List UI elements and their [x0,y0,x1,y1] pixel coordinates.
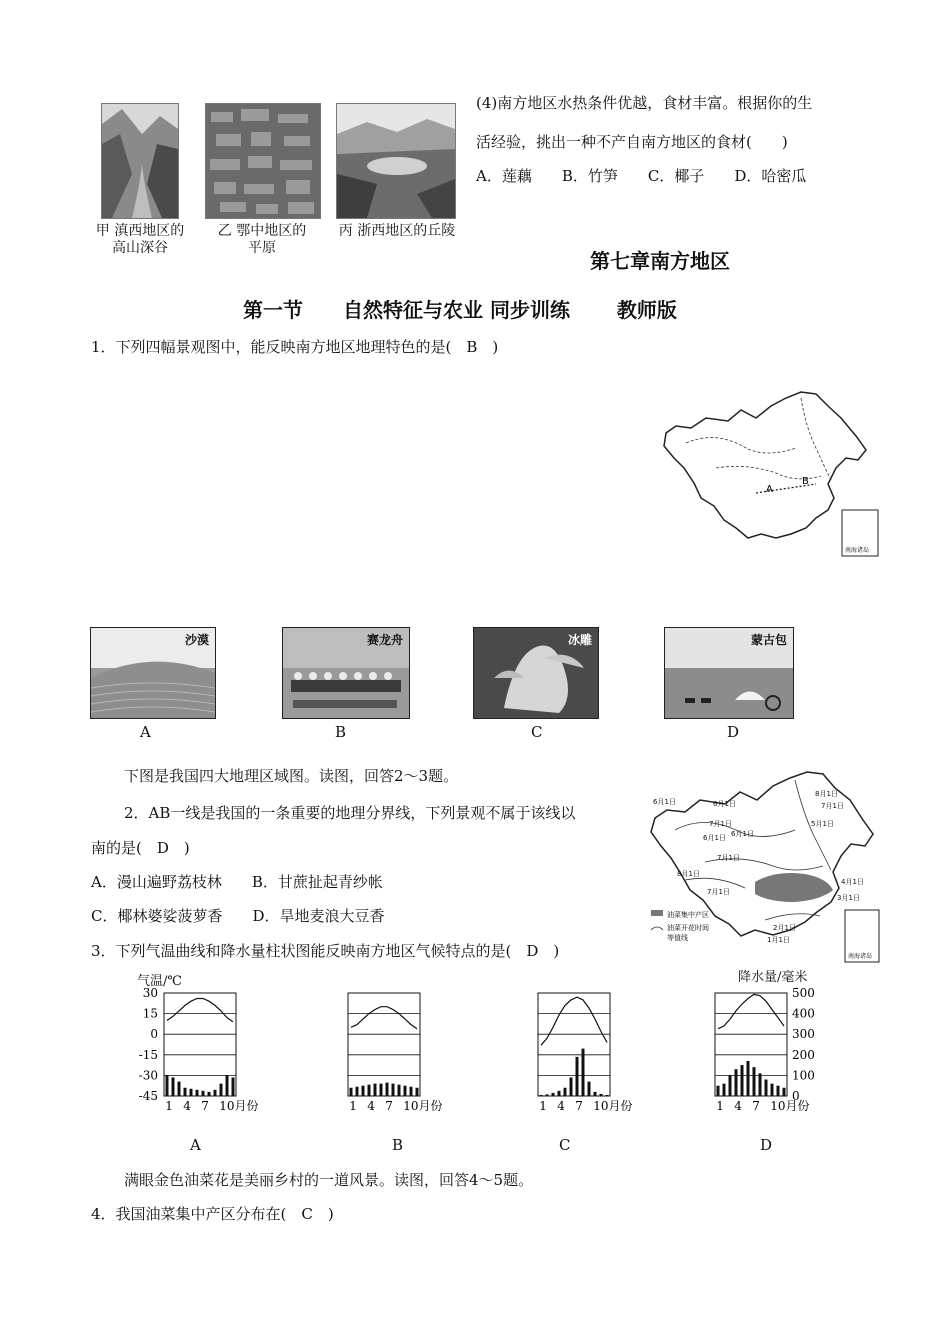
q1-option-d: D [727,723,740,741]
chart-C-precip-bar [588,1082,591,1096]
chart-D-x-tick: 1 [716,1099,724,1113]
map2-legend-line2: 等值线 [667,934,688,942]
chart-B-x-tick: 4 [367,1099,375,1113]
chart-B-precip-bar [404,1086,407,1096]
chart-A-temp-line [167,999,233,1022]
chart-A-precip-bar [166,1075,169,1096]
chart-C-x-tick: 1 [539,1099,547,1113]
q1-option-c: C [531,723,543,741]
chart-C-precip-bar [558,1091,561,1096]
chart-C-precip-bar [582,1049,585,1096]
chart-C-precip-bar [600,1094,603,1096]
map2-date-2: 6月1日 [713,800,736,808]
chart-D-precip-bar [777,1086,780,1096]
chart-B-precip-bar [416,1088,419,1096]
map2-legend-swatch [651,910,663,916]
chart-C-temp-line [541,997,607,1045]
chart-B-x-tick: 7 [385,1099,393,1113]
chart-C-precip-bar [594,1092,597,1096]
q3-option-c: C [559,1136,571,1154]
chart-A-x-tick: 7 [201,1099,209,1113]
chart-A-precip-bar [202,1091,205,1096]
climate-left-tick: -45 [138,1089,158,1103]
chart-A-x-tick: 4 [183,1099,191,1113]
scene-yurt [664,627,794,719]
climate-right-tick: 500 [792,986,815,1000]
q3-stem: 3．下列气温曲线和降水量柱状图能反映南方地区气候特点的是( D ) [91,942,560,960]
map2-inset-label: 南海诸岛 [848,953,873,960]
map2-date-9: 8月1日 [815,790,838,798]
climate-left-axis-title: 气温/℃ [137,974,182,989]
chart-D-precip-bar [717,1086,720,1096]
chart-C-precip-bar [570,1077,573,1096]
chart-A-precip-bar [232,1077,235,1096]
q1-stem: 1．下列四幅景观图中，能反映南方地区地理特色的是( B ) [91,338,499,356]
q4-stem: 4．我国油菜集中产区分布在( C ) [91,1205,334,1223]
map2-legend-line [651,927,663,930]
map2-date-1: 6月1日 [653,798,676,806]
chart-C-x-tick: 4 [557,1099,565,1113]
chart-B-x-tick: 10月份 [403,1099,443,1113]
map2-date-8: 7月1日 [717,854,740,862]
chart-C-precip-bar [540,1095,543,1096]
chart-C-precip-bar [564,1088,567,1096]
chart-B-precip-bar [356,1087,359,1096]
q1-option-b: B [335,723,347,741]
climate-left-tick: 30 [142,986,158,1000]
photo-jia-gorge [101,103,179,219]
q1-option-a: A [140,723,151,741]
chart-A-precip-bar [220,1084,223,1096]
scene-desert [90,627,216,719]
chart-B-precip-bar [386,1083,389,1096]
map2-date-6: 6月1日 [703,834,726,842]
chart-C-x-tick: 10月份 [593,1099,633,1113]
climate-left-tick: 15 [142,1006,158,1021]
rapeseed-map [645,770,883,966]
chart-D-precip-bar [753,1067,756,1096]
climate-left-tick: -30 [138,1068,158,1083]
chart-C-precip-bar [606,1095,609,1096]
map2-date-7: 6月1日 [731,830,754,838]
photo-yi-caption: 乙 鄂中地区的 平原 [217,223,307,256]
chart-B-precip-bar [380,1084,383,1096]
chart-D-precip-bar [735,1069,738,1096]
map2-date-11: 5月1日 [811,820,834,828]
chart-D-precip-bar [783,1088,786,1096]
q2-options-cd: C．椰林婆娑菠萝香 D．旱地麦浪大豆香 [91,907,385,925]
climate-left-tick: -15 [138,1047,158,1062]
q2-line1: 2．AB一线是我国的一条重要的地理分界线，下列景观不属于该线以 [124,804,576,822]
map2-legend-area: 油菜集中产区 [667,911,709,919]
chart-A-precip-bar [190,1089,193,1096]
chart-B-x-tick: 1 [349,1099,357,1113]
photo-yi-plain [205,103,321,219]
rapeseed-area [755,873,833,902]
q2-line2: 南的是( D ) [91,839,190,857]
map1-label-a: A [766,484,773,495]
chart-B-precip-bar [410,1087,413,1096]
chart-A-x-tick: 1 [165,1099,173,1113]
chart-A-precip-bar [214,1090,217,1096]
climate-left-tick: 0 [150,1027,158,1042]
chart-D-x-tick: 7 [752,1099,760,1113]
chapter-title: 第七章南方地区 [590,249,730,273]
climate-right-tick: 0 [792,1089,800,1103]
climate-charts [120,985,820,1120]
map2-date-14: 2月1日 [773,924,796,932]
chart-C-precip-bar [576,1057,579,1096]
chart-B-precip-bar [362,1086,365,1096]
q3-option-b: B [392,1136,404,1154]
intro-q4-q5: 满眼金色油菜花是美丽乡村的一道风景。读图，回答4～5题。 [124,1171,534,1189]
chart-D-precip-bar [765,1080,768,1096]
map1-label-b: B [802,476,809,487]
map2-date-4: 8月1日 [677,870,700,878]
q-prev4-line1: (4)南方地区水热条件优越，食材丰富。根据你的生 [476,94,813,112]
scene-dragon-boat [282,627,410,719]
chart-B-precip-bar [398,1085,401,1096]
map2-date-10: 7月1日 [821,802,844,810]
chart-D-precip-bar [759,1073,762,1096]
chart-D-precip-bar [771,1084,774,1096]
chart-D-temp-line [718,994,784,1028]
climate-right-tick: 400 [792,1006,815,1021]
photo-bing-hills [336,103,456,219]
china-map-ab [656,388,882,560]
scene-yurt-label: 蒙古包 [750,633,787,647]
q3-option-d: D [760,1136,773,1154]
section-title: 第一节 自然特征与农业 同步训练 教师版 [243,298,677,322]
chart-D-precip-bar [723,1084,726,1096]
climate-right-tick: 200 [792,1047,815,1062]
chart-C-precip-bar [546,1094,549,1096]
q2-options-ab: A．漫山遍野荔枝林 B．甘蔗扯起青纱帐 [91,873,383,891]
chart-D-x-tick: 10月份 [770,1099,810,1113]
chart-C-precip-bar [552,1093,555,1096]
chart-D-precip-bar [747,1061,750,1096]
map2-date-3: 7月1日 [709,820,732,828]
chart-B-temp-line [351,1007,417,1029]
chart-A-precip-bar [196,1090,199,1096]
chart-A-precip-bar [184,1088,187,1096]
map1-inset-label: 南海诸岛 [845,547,870,554]
chart-D-precip-bar [741,1065,744,1096]
map2-date-13: 3月1日 [837,894,860,902]
map2-date-5: 7月1日 [707,888,730,896]
chart-B-precip-bar [374,1084,377,1096]
chart-C-frame [538,993,610,1096]
chart-A-precip-bar [208,1092,211,1096]
map2-date-12: 4月1日 [841,878,864,886]
scene-desert-label: 沙漠 [184,633,209,647]
chart-B-precip-bar [368,1085,371,1096]
chart-B-precip-bar [350,1088,353,1096]
chart-A-precip-bar [172,1077,175,1096]
chart-A-precip-bar [226,1075,229,1096]
chart-B-frame [348,993,420,1096]
chart-A-x-tick: 10月份 [219,1099,259,1113]
chart-A-frame [164,993,236,1096]
climate-right-axis-title: 降水量/毫米 [738,970,808,985]
q-prev4-line2: 活经验，挑出一种不产自南方地区的食材( ) [476,133,788,151]
chart-D-frame [715,993,787,1096]
chart-A-precip-bar [178,1082,181,1096]
intro-q2-q3: 下图是我国四大地理区域图。读图，回答2～3题。 [124,767,459,785]
chart-C-x-tick: 7 [575,1099,583,1113]
scene-ice-sculpture-label: 冰雕 [567,633,592,647]
chart-D-x-tick: 4 [734,1099,742,1113]
climate-right-tick: 300 [792,1027,815,1042]
photo-bing-caption: 丙 浙西地区的丘陵 [338,223,456,239]
chart-D-precip-bar [729,1075,732,1096]
map2-legend-line1: 油菜开花时间 [667,924,709,932]
q3-option-a: A [190,1136,201,1154]
photo-jia-caption: 甲 滇西地区的 高山深谷 [95,223,185,256]
climate-right-tick: 100 [792,1068,815,1083]
q-prev4-options: A．莲藕 B．竹笋 C．椰子 D．哈密瓜 [476,167,807,185]
map2-date-15: 1月1日 [767,936,790,944]
chart-B-precip-bar [392,1084,395,1096]
scene-ice-sculpture [473,627,599,719]
scene-dragon-boat-label: 赛龙舟 [366,633,403,647]
